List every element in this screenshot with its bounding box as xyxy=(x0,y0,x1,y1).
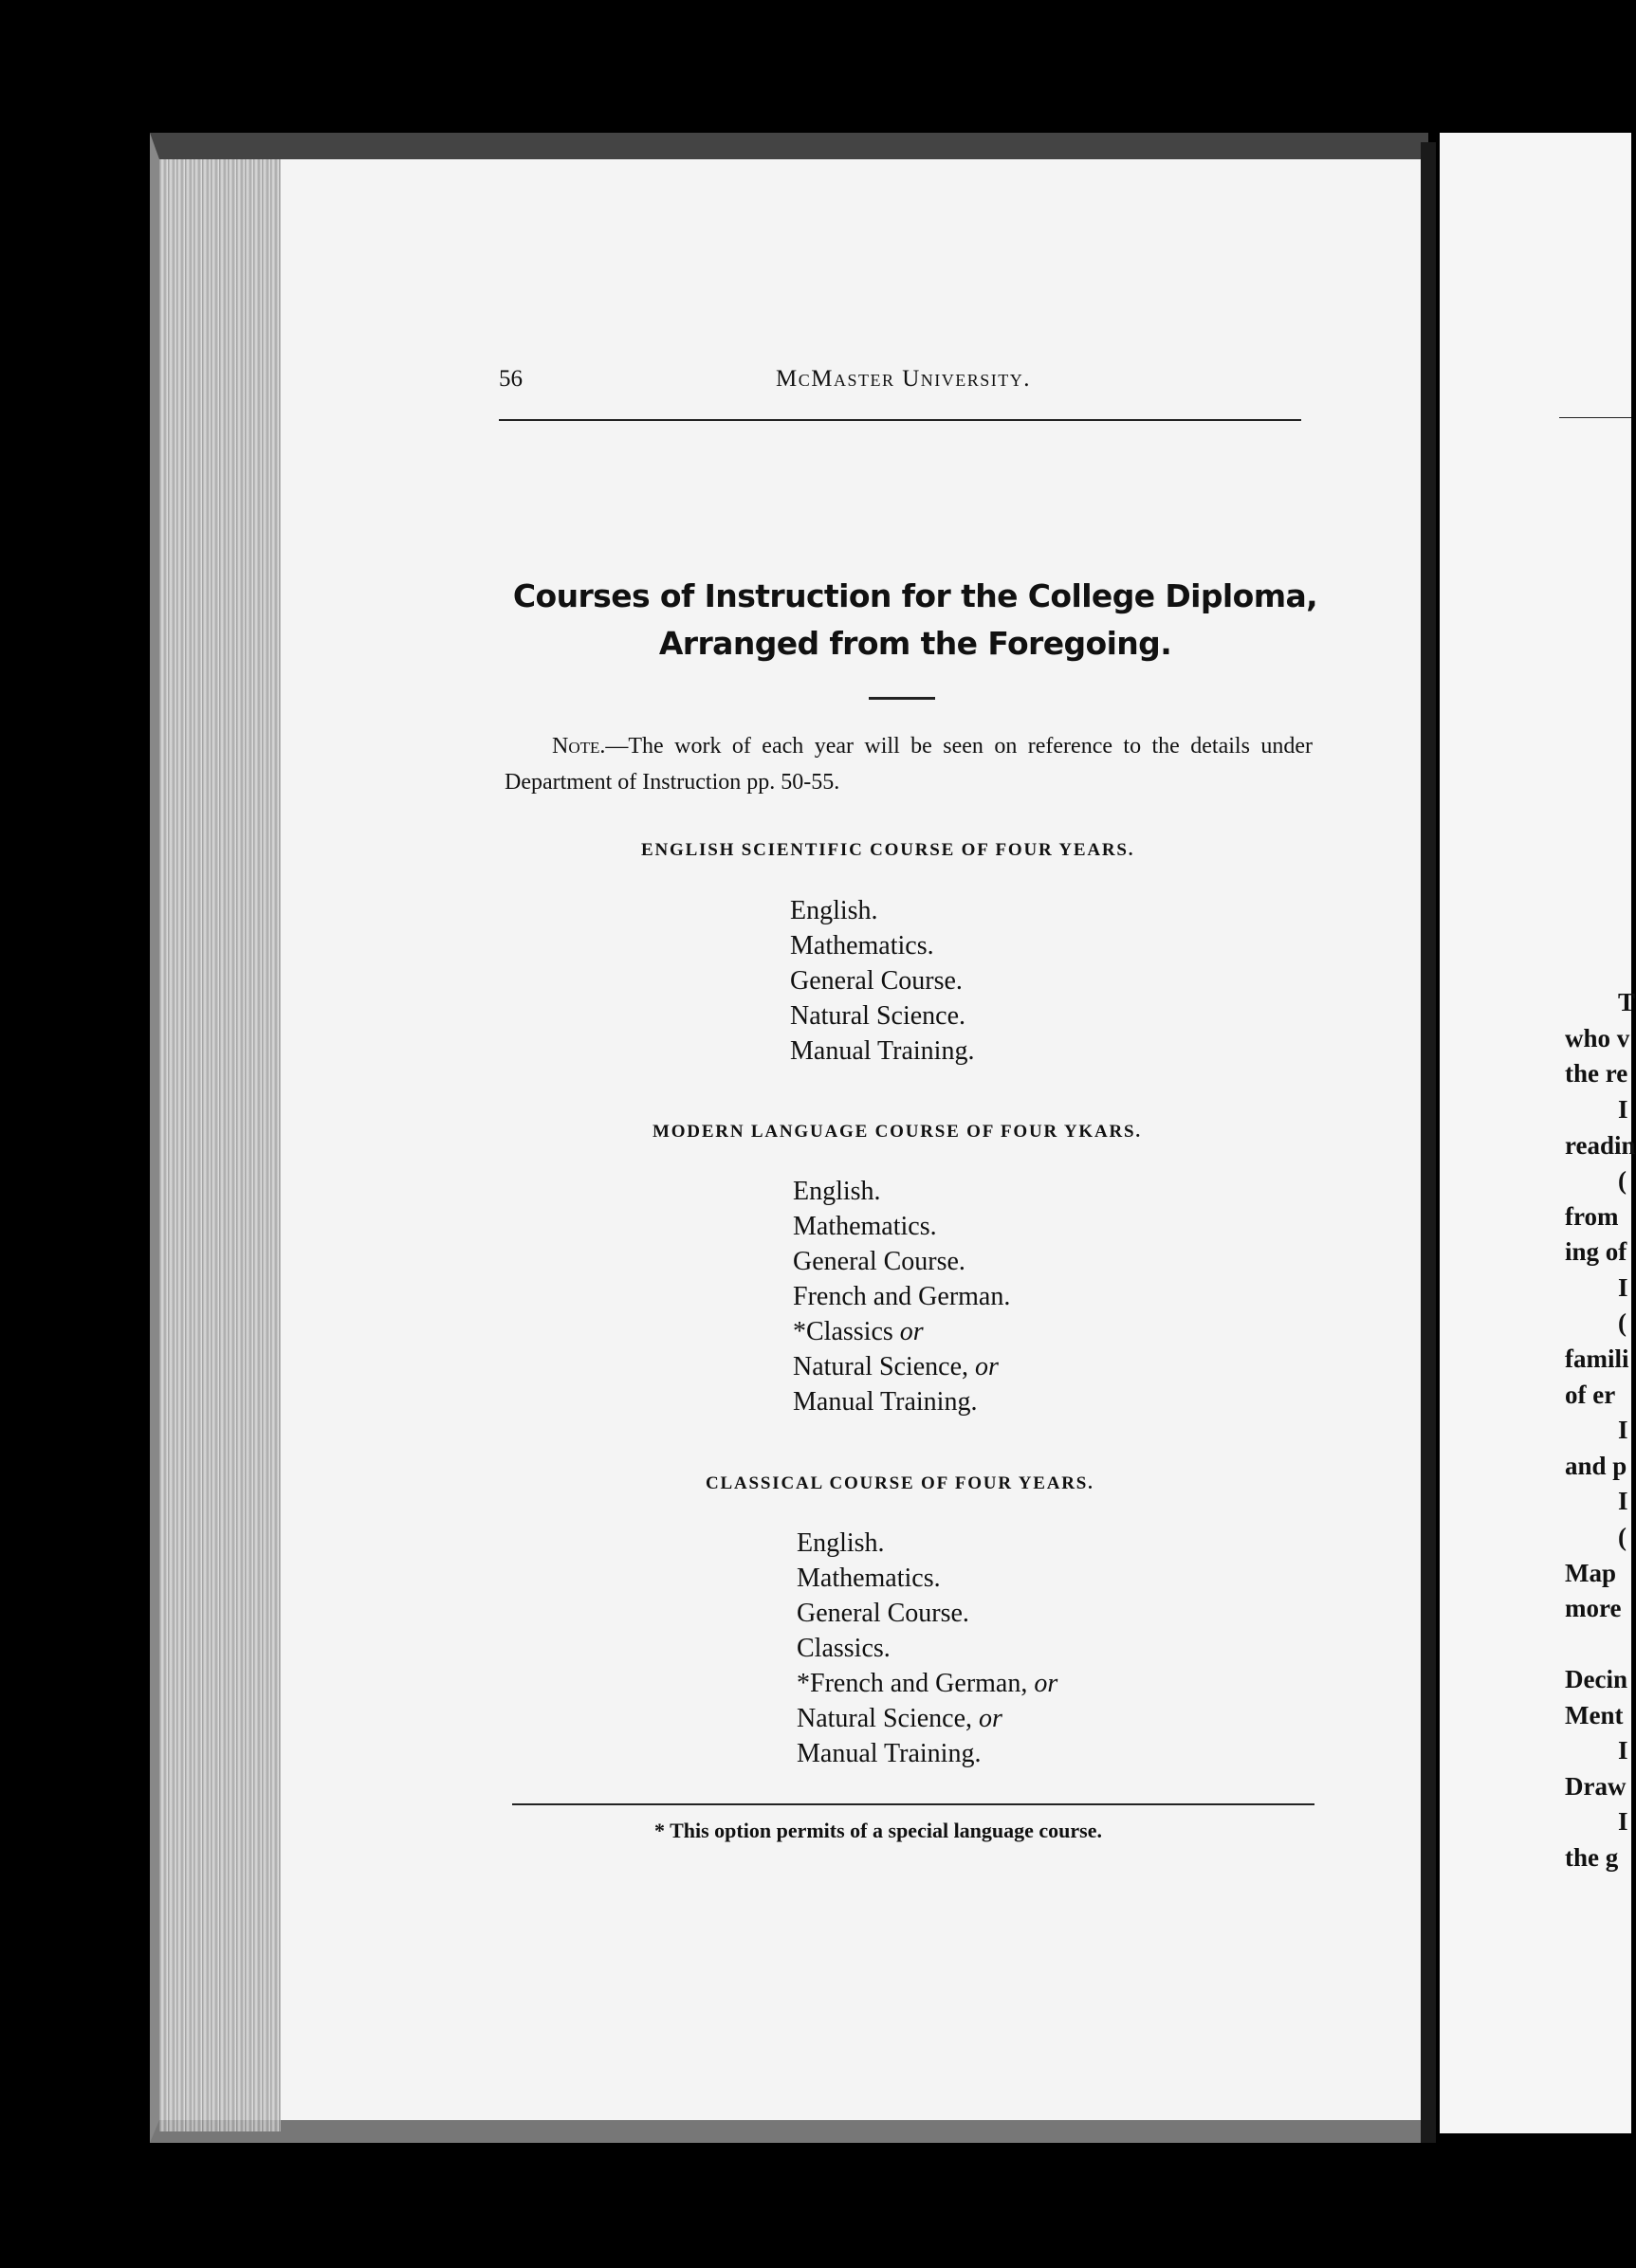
right-fragment: I xyxy=(1618,1095,1628,1124)
list-item: General Course. xyxy=(793,1247,965,1276)
title-rule xyxy=(869,697,935,700)
course-heading-english-scientific: ENGLISH SCIENTIFIC COURSE OF FOUR YEARS. xyxy=(641,840,1135,860)
right-fragment: the g xyxy=(1565,1843,1619,1872)
course-list-modern-language xyxy=(793,1174,1010,1419)
note-lead: Note. xyxy=(552,734,606,759)
right-header-rule xyxy=(1559,417,1631,418)
list-item: Mathematics. xyxy=(797,1564,941,1593)
running-head: McMaster University. xyxy=(776,366,1032,392)
list-item: Natural Science, or xyxy=(797,1704,1002,1733)
page-number: 56 xyxy=(499,366,523,392)
list-item: Manual Training. xyxy=(797,1739,982,1768)
right-fragment: readin xyxy=(1565,1131,1636,1160)
right-fragment: ( xyxy=(1618,1166,1627,1195)
list-item: English. xyxy=(797,1528,885,1558)
right-fragment: Ment xyxy=(1565,1701,1624,1729)
right-fragment: ( xyxy=(1618,1523,1627,1551)
course-heading-classical: CLASSICAL COURSE OF FOUR YEARS. xyxy=(706,1473,1094,1493)
list-item: Classics. xyxy=(797,1634,891,1663)
list-item: Natural Science. xyxy=(790,1001,966,1031)
page-title: Courses of Instruction for the College Diploma, Arranged from the Foregoing. xyxy=(512,577,1318,662)
right-fragment: Draw xyxy=(1565,1772,1627,1801)
right-fragment: I xyxy=(1618,1736,1628,1765)
right-fragment: I xyxy=(1618,1487,1628,1515)
list-item: Natural Science, or xyxy=(793,1352,999,1381)
footnote-rule xyxy=(512,1803,1314,1805)
book-gutter xyxy=(1421,142,1436,2143)
right-fragment: from xyxy=(1565,1202,1619,1231)
list-item: *Classics or xyxy=(793,1317,924,1346)
note-text: —The work of each year will be seen on reference to the details under Department of Instruction pp. 50-55. xyxy=(505,734,1313,795)
list-item: English. xyxy=(790,896,878,925)
course-list-english-scientific xyxy=(790,893,974,1069)
right-fragment: I xyxy=(1618,1273,1628,1302)
note-paragraph xyxy=(505,728,1313,800)
right-fragment: Map xyxy=(1565,1559,1616,1587)
right-fragment: and p xyxy=(1565,1452,1627,1480)
list-item: French and German. xyxy=(793,1282,1011,1311)
right-fragment: T xyxy=(1618,988,1636,1016)
list-item: English. xyxy=(793,1177,881,1206)
header-rule xyxy=(499,419,1301,421)
right-fragment: of er xyxy=(1565,1381,1616,1409)
list-item: General Course. xyxy=(790,966,963,996)
list-item: *French and German, or xyxy=(797,1669,1058,1698)
list-item: Mathematics. xyxy=(793,1212,937,1241)
right-fragment: I xyxy=(1618,1416,1628,1444)
right-fragment: the re xyxy=(1565,1059,1628,1088)
list-item: Mathematics. xyxy=(790,931,934,960)
right-fragment: more xyxy=(1565,1594,1622,1622)
right-fragment: I xyxy=(1618,1807,1628,1836)
right-fragment: ( xyxy=(1618,1308,1627,1337)
course-heading-modern-language: MODERN LANGUAGE COURSE OF FOUR YKARS. xyxy=(653,1122,1142,1142)
course-list-classical xyxy=(797,1526,1057,1771)
right-fragment: who v xyxy=(1565,1024,1630,1052)
footnote: * This option permits of a special language course. xyxy=(654,1819,1103,1842)
list-item: Manual Training. xyxy=(793,1387,978,1417)
right-fragment: Decin xyxy=(1565,1665,1627,1693)
right-fragment: famili xyxy=(1565,1344,1629,1373)
list-item: General Course. xyxy=(797,1599,969,1628)
page-edges xyxy=(159,159,281,2131)
list-item: Manual Training. xyxy=(790,1036,975,1066)
right-fragment: ing of xyxy=(1565,1237,1627,1266)
